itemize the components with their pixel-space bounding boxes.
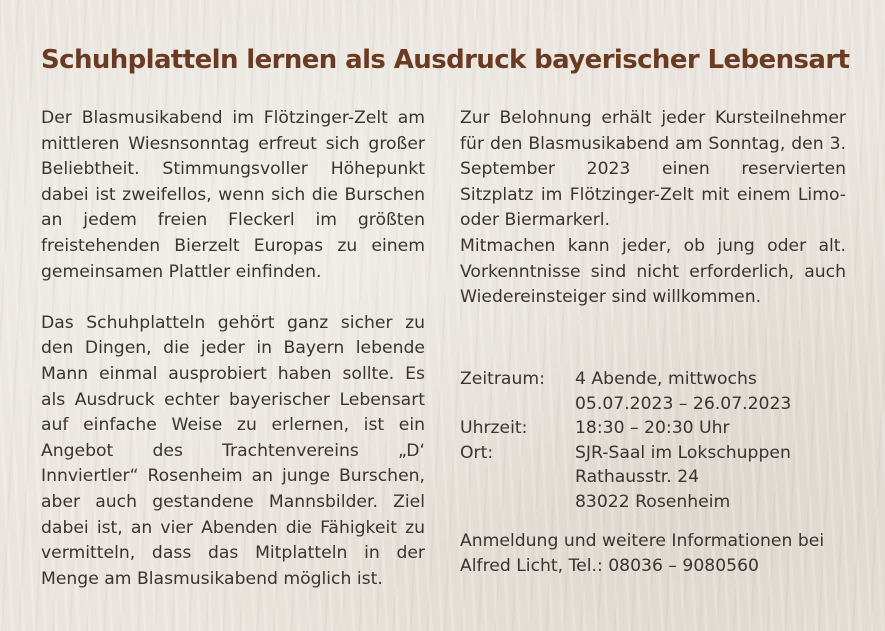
intro-paragraph: Der Blasmusikabend im Flötzinger-Zelt am mittleren Wiesnsonntag erfreut sich großer Beliebtheit. Stimmungsvoller Höhepunkt dabei ist zweifellos, wenn sich die Burschen an jedem freien Fleckerl im größten freistehenden Bierzelt Europas zu einem gemeinsamen Plattler einfinden. [41, 108, 425, 282]
zeitraum-label: Zeitraum: [460, 369, 545, 389]
zeitraum-value [575, 367, 850, 416]
course-details [460, 367, 850, 515]
zeitraum-line-2: 05.07.2023 – 26.07.2023 [575, 393, 792, 414]
contact-line-2: Alfred Licht, Tel.: 08036 – 9080560 [460, 556, 759, 576]
ort-line-2: Rathausstr. 24 [575, 467, 700, 488]
ort-label: Ort: [460, 442, 494, 463]
right-column [460, 106, 846, 311]
uhrzeit-row [460, 416, 850, 441]
description-paragraph: Das Schuhplatteln gehört ganz sicher zu den Dingen, die jeder in Bayern lebende Mann einmal ausprobiert haben sollte. Es als Ausdruck echter bayerischer Lebensart auf einfache Weise zu erlernen, ist ein Angebot des Trachtenvereins „D‘ Innviertler“ Rosenheim an junge Burschen, aber auch gestandene Mannsbilder. Ziel dabei ist, an vier Abenden die Fähigkeit zu vermitteln, dass das Mitplatteln in der Menge am Blasmusikabend möglich ist. [41, 312, 425, 589]
eligibility-paragraph: Mitmachen kann jeder, ob jung oder alt. Vorkenntnisse sind nicht erforderlich, auch Wiedereinsteiger sind willkommen. [460, 235, 846, 308]
page-title: Schuhplatteln lernen als Ausdruck bayerischer Lebensart [41, 45, 850, 75]
contact-line-1: Anmeldung und weitere Informationen bei [460, 531, 825, 551]
left-column [41, 106, 425, 592]
ort-line-1: SJR-Saal im Lokschuppen [575, 442, 791, 463]
uhrzeit-label: Uhrzeit: [460, 418, 528, 439]
uhrzeit-value: 18:30 – 20:30 Uhr [575, 418, 730, 439]
paragraph-spacer [41, 285, 425, 311]
reward-paragraph: Zur Belohnung erhält jeder Kursteilnehmer für den Blasmusikabend am Sonntag, den 3. September 2023 einen reservierten Sitzplatz im Flötzinger-Zelt mit einem Limo- oder Biermarkerl. [460, 108, 846, 231]
contact-info [460, 529, 852, 579]
zeitraum-line-1: 4 Abende, mittwochs [575, 369, 757, 389]
ort-row [460, 441, 850, 515]
ort-value [575, 441, 850, 515]
ort-line-3: 83022 Rosenheim [575, 491, 731, 512]
zeitraum-row [460, 367, 850, 416]
